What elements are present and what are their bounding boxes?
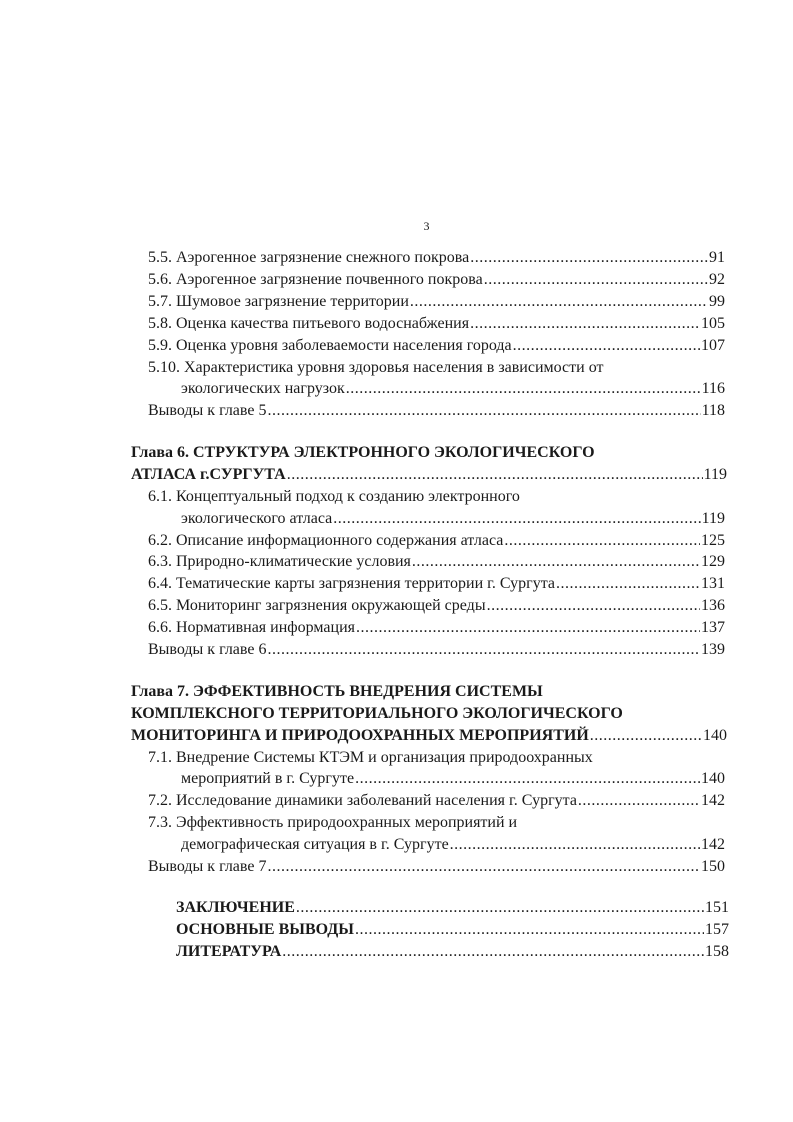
- toc-entry-5-9[interactable]: 5.9. Оценка уровня заболеваемости населения города ..... 107: [148, 336, 725, 356]
- toc-entry-5-10-line1[interactable]: 5.10. Характеристика уровня здоровья населения в зависимости от: [148, 359, 604, 376]
- leader-dots: [578, 791, 700, 811]
- leader-dots: [470, 248, 708, 268]
- chapter-7-title-line1[interactable]: Глава 7. ЭФФЕКТИВНОСТЬ ВНЕДРЕНИЯ СИСТЕМЫ: [131, 683, 543, 700]
- toc-entry-6-3[interactable]: 6.3. Природно-климатические условия ..... 129: [148, 552, 725, 572]
- leader-dots: [296, 898, 704, 918]
- leader-dots: [267, 857, 700, 877]
- leader-dots: [590, 726, 702, 746]
- toc-entry-6-6[interactable]: 6.6. Нормативная информация ..... 137: [148, 618, 725, 638]
- toc-entry-literature[interactable]: ЛИТЕРАТУРА ..... 158: [176, 942, 729, 962]
- toc-entry-7-1-line1[interactable]: 7.1. Внедрение Системы КТЭМ и организация природоохранных: [148, 749, 593, 766]
- toc-entry-6-2[interactable]: 6.2. Описание информационного содержания атласа ..... 125: [148, 531, 725, 551]
- leader-dots: [355, 769, 700, 789]
- toc-entry-6-4[interactable]: 6.4. Тематические карты загрязнения территории г. Сургута ..... 131: [148, 574, 725, 594]
- toc-entry-conclusions-5[interactable]: Выводы к главе 5 ..... 118: [148, 401, 725, 421]
- leader-dots: [267, 640, 700, 660]
- toc-entry-6-1[interactable]: экологического атласа ..... 119: [181, 509, 725, 529]
- leader-dots: [487, 596, 700, 616]
- page-number: 3: [423, 219, 430, 233]
- chapter-7-title[interactable]: МОНИТОРИНГА И ПРИРОДООХРАННЫХ МЕРОПРИЯТИЙ ..... 140: [131, 726, 727, 746]
- leader-dots: [504, 531, 700, 551]
- toc-entry-conclusions-6[interactable]: Выводы к главе 6 ..... 139: [148, 640, 725, 660]
- toc-entry-7-3[interactable]: демографическая ситуация в г. Сургуте ..... 142: [181, 835, 725, 855]
- leader-dots: [412, 552, 700, 572]
- toc-entry-5-8[interactable]: 5.8. Оценка качества питьевого водоснабжения ..... 105: [148, 314, 725, 334]
- toc-entry-5-10[interactable]: экологических нагрузок ..... 116: [181, 379, 725, 399]
- leader-dots: [410, 292, 708, 312]
- toc-entry-7-2[interactable]: 7.2. Исследование динамики заболеваний населения г. Сургута ..... 142: [148, 791, 725, 811]
- leader-dots: [355, 920, 704, 940]
- leader-dots: [287, 465, 703, 485]
- leader-dots: [513, 336, 700, 356]
- toc-entry-conclusions-7[interactable]: Выводы к главе 7 ..... 150: [148, 857, 725, 877]
- leader-dots: [282, 942, 704, 962]
- leader-dots: [484, 270, 708, 290]
- leader-dots: [333, 509, 700, 529]
- toc-entry-5-6[interactable]: 5.6. Аэрогенное загрязнение почвенного покрова ..... 92: [148, 270, 725, 290]
- toc-entry-5-7[interactable]: 5.7. Шумовое загрязнение территории ..... 99: [148, 292, 725, 312]
- chapter-6-title[interactable]: АТЛАСА г.СУРГУТА ..... 119: [131, 465, 727, 485]
- leader-dots: [470, 314, 700, 334]
- toc-entry-conclusion[interactable]: ЗАКЛЮЧЕНИЕ ..... 151: [176, 898, 729, 918]
- toc-entry-7-1[interactable]: мероприятий в г. Сургуте ..... 140: [181, 769, 725, 789]
- leader-dots: [450, 835, 700, 855]
- toc-entry-main-conclusions[interactable]: ОСНОВНЫЕ ВЫВОДЫ ..... 157: [176, 920, 729, 940]
- leader-dots: [356, 618, 700, 638]
- toc-entry-7-3-line1[interactable]: 7.3. Эффективность природоохранных мероприятий и: [148, 814, 518, 831]
- toc-entry-6-5[interactable]: 6.5. Мониторинг загрязнения окружающей среды ..... 136: [148, 596, 725, 616]
- chapter-6-title-line1[interactable]: Глава 6. СТРУКТУРА ЭЛЕКТРОННОГО ЭКОЛОГИЧЕСКОГО: [131, 444, 595, 461]
- leader-dots: [267, 401, 700, 421]
- chapter-7-title-line2[interactable]: КОМПЛЕКСНОГО ТЕРРИТОРИАЛЬНОГО ЭКОЛОГИЧЕСКОГО: [131, 705, 623, 722]
- toc-entry-5-5[interactable]: 5.5. Аэрогенное загрязнение снежного покрова ..... 91: [148, 248, 725, 268]
- leader-dots: [556, 574, 700, 594]
- toc-entry-6-1-line1[interactable]: 6.1. Концептуальный подход к созданию электронного: [148, 488, 520, 505]
- leader-dots: [346, 379, 701, 399]
